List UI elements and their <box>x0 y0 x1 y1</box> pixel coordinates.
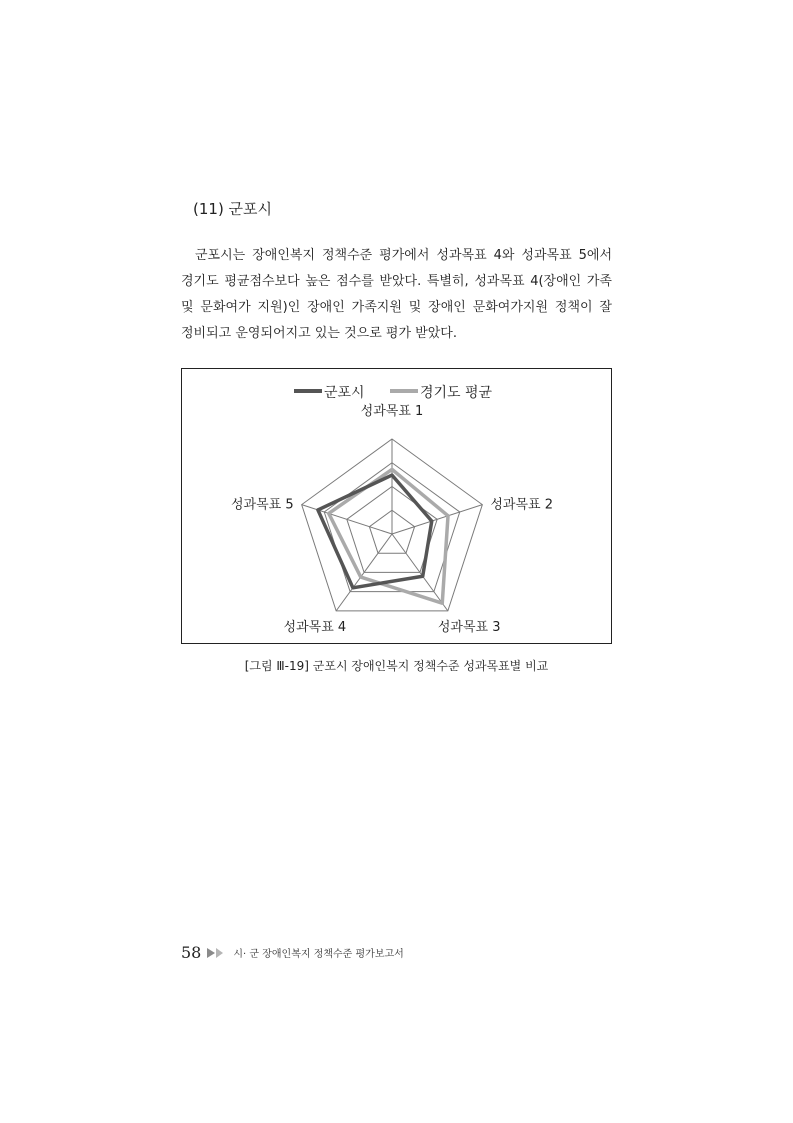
radar-chart <box>182 369 611 643</box>
radar-axis-label: 성과목표 2 <box>490 497 553 513</box>
radar-axis-label: 성과목표 5 <box>231 497 294 513</box>
page-footer <box>181 943 404 962</box>
paragraph-line: 경기도 평균점수보다 높은 점수를 받았다. 특별히, 성과목표 4(장애인 가족 <box>181 274 612 289</box>
radar-grid <box>302 439 483 611</box>
paragraph-line: 및 문화여가 지원)인 장애인 가족지원 및 장애인 문화여가지원 정책이 잘 <box>181 300 612 315</box>
radar-axis-label: 성과목표 3 <box>437 619 501 635</box>
radar-axis-label: 성과목표 4 <box>283 619 347 635</box>
radar-chart-frame <box>181 368 612 644</box>
radar-series-1 <box>318 475 432 588</box>
section-title: (11) 군포시 <box>193 200 273 218</box>
legend-label-series-2: 경기도 평균 <box>420 385 493 401</box>
radar-point <box>316 508 319 511</box>
radar-spoke <box>302 505 392 534</box>
radar-axis-label: 성과목표 1 <box>360 404 424 419</box>
radar-point <box>327 512 330 515</box>
body-paragraph <box>181 243 612 347</box>
chart-legend <box>294 384 493 401</box>
radar-point <box>391 474 394 477</box>
radar-point <box>359 576 362 579</box>
running-title: 시· 군 장애인복지 정책수준 평가보고서 <box>233 949 404 960</box>
figure-caption: [그림 Ⅲ-19] 군포시 장애인복지 정책수준 성과목표별 비교 <box>244 659 549 673</box>
radar-point <box>430 520 433 523</box>
legend-label-series-1: 군포시 <box>324 385 365 401</box>
radar-series-layer <box>316 468 449 605</box>
radar-point <box>351 586 354 589</box>
paragraph-line: 정비되고 운영되어지고 있는 것으로 평가 받았다. <box>181 326 457 341</box>
arrow-bullet-icon <box>207 948 223 958</box>
page-number: 58 <box>181 943 202 962</box>
radar-point <box>447 514 450 517</box>
radar-point <box>441 602 444 605</box>
paragraph-line: 군포시는 장애인복지 정책수준 평가에서 성과목표 4와 성과목표 5에서 <box>195 248 612 263</box>
radar-point <box>391 468 394 471</box>
radar-point <box>421 575 424 578</box>
